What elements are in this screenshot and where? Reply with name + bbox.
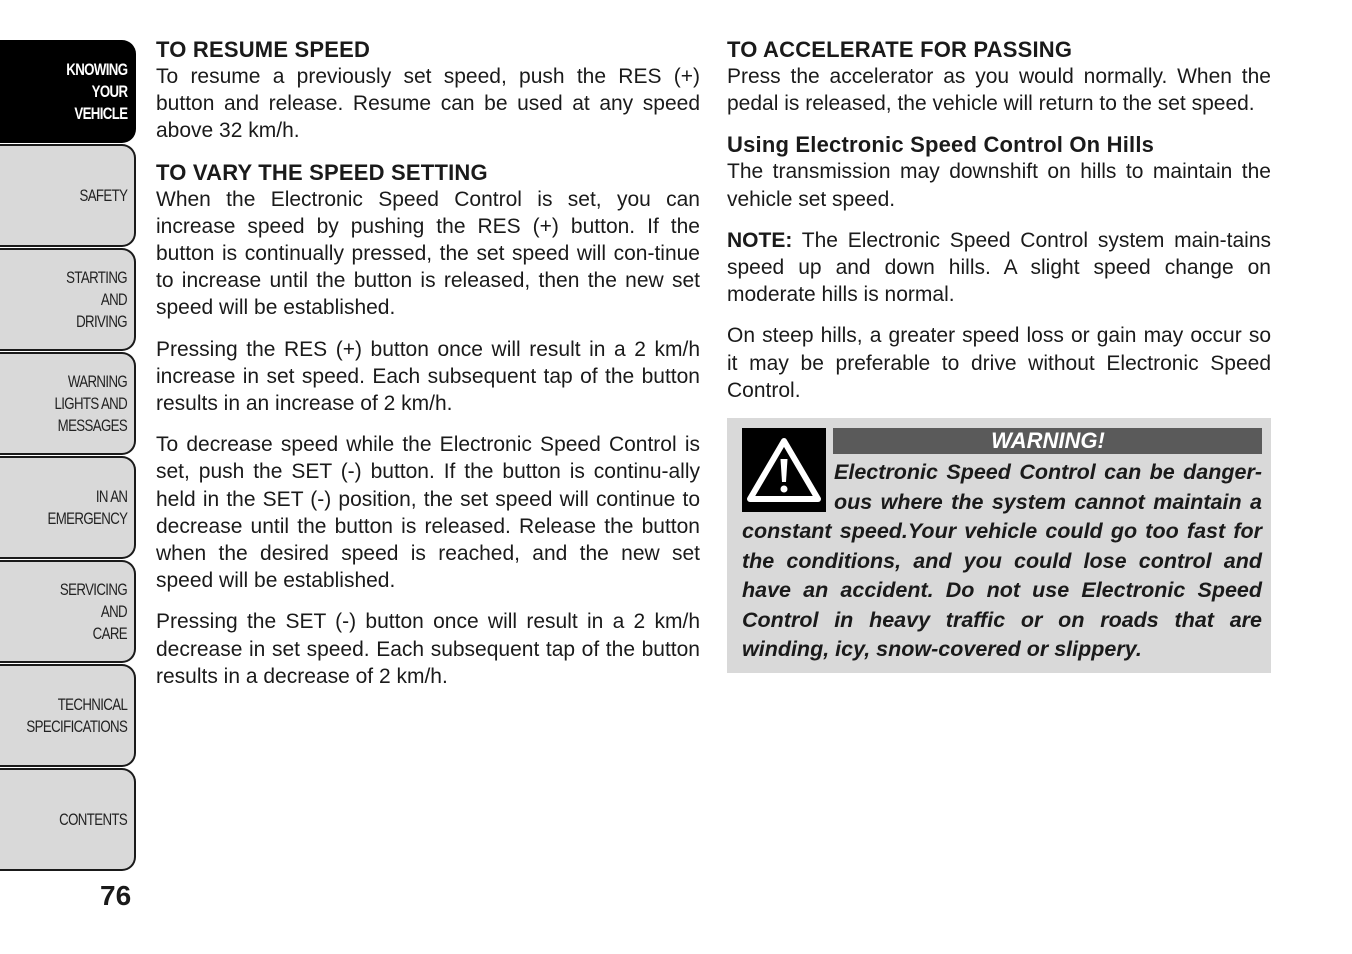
heading-hills: Using Electronic Speed Control On Hills <box>727 132 1155 158</box>
heading-accelerate-passing: TO ACCELERATE FOR PASSING <box>727 37 1073 62</box>
chapter-tabs <box>0 40 136 872</box>
paragraph: Pressing the RES (+) button once will result in a 2 km/h increase in set speed. Each subsequent tap of the button results in an increase of 2 km/h. <box>156 337 700 416</box>
heading-resume-speed: TO RESUME SPEED <box>156 37 371 62</box>
section-hills <box>727 131 1271 404</box>
paragraph: The transmission may downshift on hills to maintain the vehicle set speed. <box>727 160 1271 211</box>
tab-in-an-emergency[interactable]: IN AN EMERGENCY <box>0 456 136 559</box>
warning-header: WARNING! <box>833 428 1262 454</box>
left-column <box>156 36 700 704</box>
paragraph: Press the accelerator as you would normally. When the pedal is released, the vehicle will return to the set speed. <box>727 65 1271 116</box>
warning-box <box>727 418 1271 673</box>
paragraph: On steep hills, a greater speed loss or gain may occur so it may be preferable to drive without Electronic Speed Control. <box>727 324 1271 402</box>
paragraph: To resume a previously set speed, push the RES (+) button and release. Resume can be used at any speed above 32 km/h. <box>156 65 700 143</box>
tab-knowing-your-vehicle[interactable]: KNOWING YOUR VEHICLE <box>0 40 136 143</box>
tab-servicing-and-care[interactable]: SERVICING AND CARE <box>0 560 136 663</box>
paragraph: Pressing the SET (-) button once will result in a 2 km/h decrease in set speed. Each subsequent tap of the button results in a decrease of 2 km/h. <box>156 610 700 688</box>
tab-safety[interactable]: SAFETY <box>0 144 136 247</box>
warning-text: Electronic Speed Control can be danger-ous where the system cannot maintain a constant speed.Your vehicle could go too fast for the conditions, and you could lose control and have an accident. Do not use Electronic Speed Control in heavy traffic or on roads that are winding, icy, snow-covered or slippery. <box>742 460 1262 662</box>
paragraph: When the Electronic Speed Control is set, you can increase speed by pushing the RES (+) button. If the button is continually pressed, the set speed will con-tinue to increase until the button is released, then the new set speed will be established. <box>156 187 700 320</box>
section-resume-speed <box>156 36 700 145</box>
heading-vary-speed: TO VARY THE SPEED SETTING <box>156 159 488 185</box>
note-label: NOTE: <box>727 228 793 252</box>
section-vary-speed <box>156 159 700 690</box>
right-column <box>727 36 1271 673</box>
note-text: The Electronic Speed Control system main-tains speed up and down hills. A slight speed change on moderate hills is normal. <box>727 228 1271 307</box>
paragraph: To decrease speed while the Electronic Speed Control is set, push the SET (-) button. If the button is continu-ally held in the SET (-) position, the set speed will continue to decrease until the button is released. Release the button when the desired speed is reached, and the new set speed will be established. <box>156 433 700 593</box>
tab-starting-and-driving[interactable]: STARTING AND DRIVING <box>0 248 136 351</box>
tab-warning-lights-and-messages[interactable]: WARNING LIGHTS AND MESSAGES <box>0 352 136 455</box>
tab-contents[interactable]: CONTENTS <box>0 768 136 871</box>
section-accelerate-passing <box>727 36 1271 117</box>
note <box>727 227 1271 309</box>
page-number: 76 <box>100 880 132 911</box>
warning-triangle-icon <box>742 428 826 512</box>
tab-technical-specifications[interactable]: TECHNICAL SPECIFICATIONS <box>0 664 136 767</box>
